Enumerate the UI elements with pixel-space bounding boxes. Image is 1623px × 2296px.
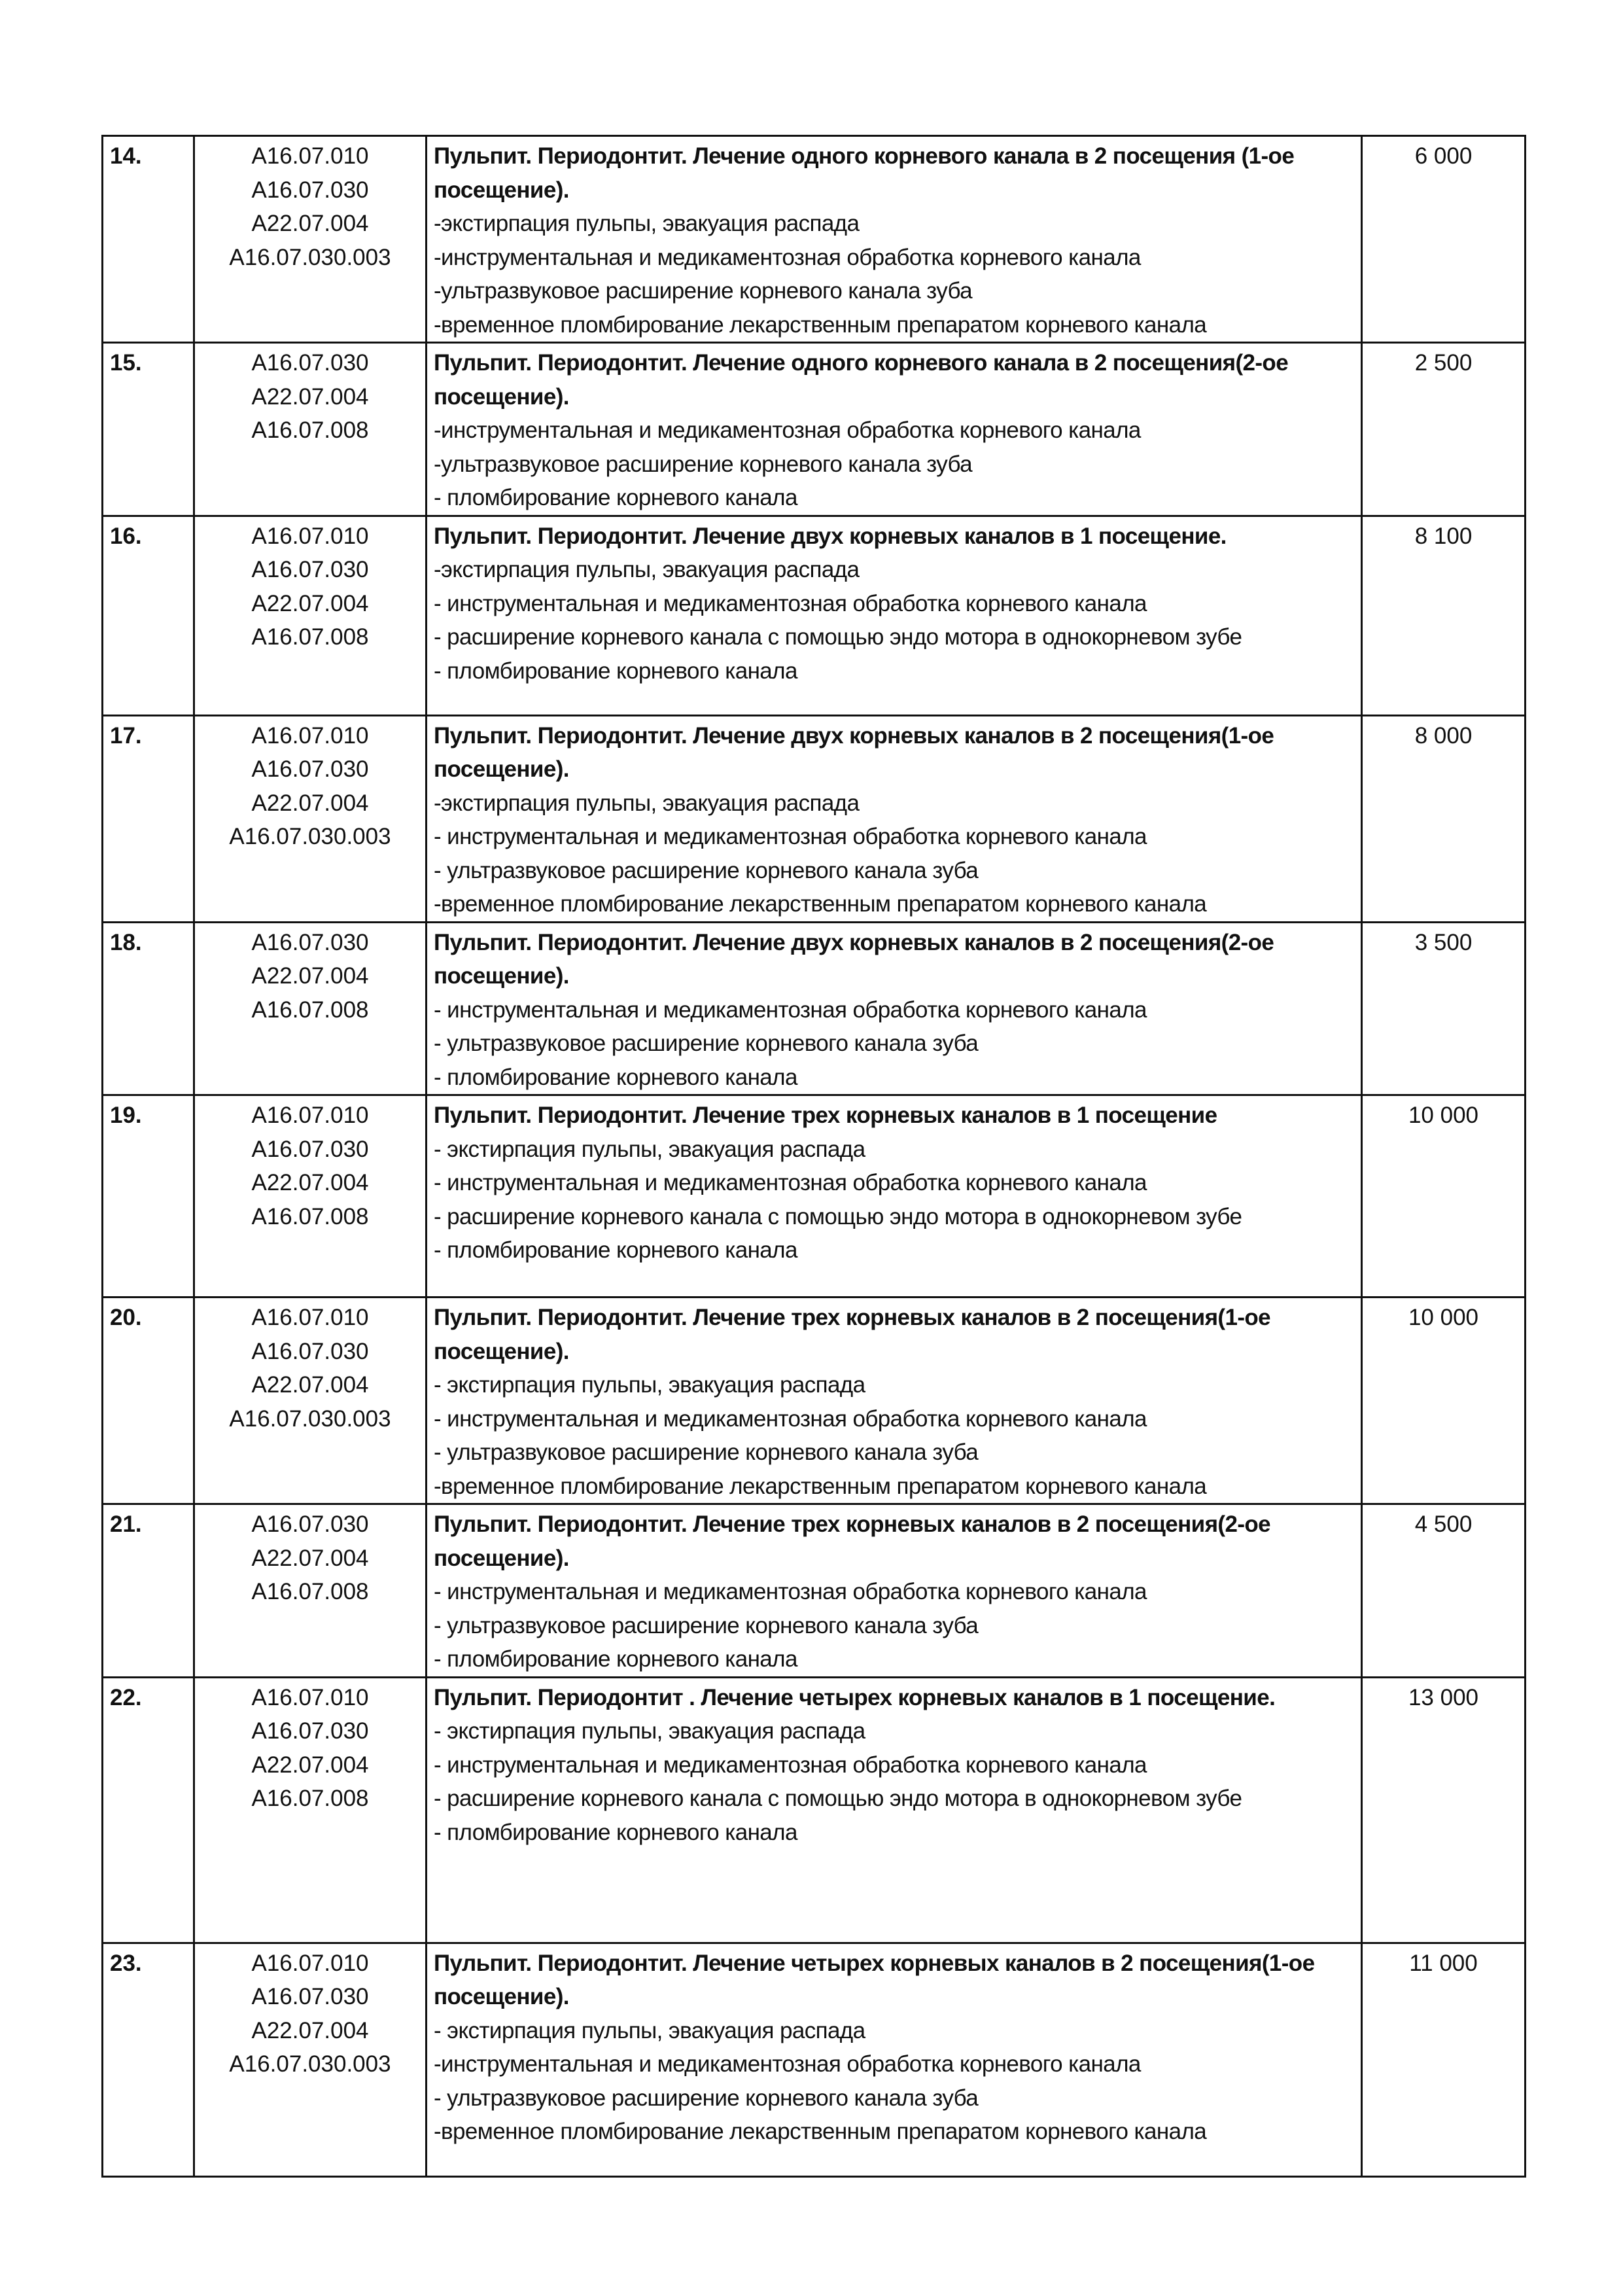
service-code: A16.07.010	[251, 523, 369, 549]
service-codes	[194, 1095, 427, 1298]
service-codes	[194, 715, 427, 922]
service-description	[427, 1943, 1362, 2176]
service-code: A16.07.008	[251, 1579, 369, 1604]
procedure-item: - ультразвуковое расширение корневого канала зуба	[434, 1439, 979, 1465]
procedure-item: - инструментальная и медикаментозная обработка корневого канала	[434, 824, 1147, 849]
table-row	[103, 136, 1526, 343]
table-row	[103, 1677, 1526, 1943]
procedure-item: - пломбирование корневого канала	[434, 1819, 797, 1845]
procedure-item: -инструментальная и медикаментозная обработка корневого канала	[434, 244, 1141, 270]
service-code: A22.07.004	[251, 1545, 369, 1571]
procedure-item: - ультразвуковое расширение корневого канала зуба	[434, 1031, 979, 1056]
table-row	[103, 1504, 1526, 1678]
service-description	[427, 1298, 1362, 1504]
service-code: A22.07.004	[251, 1170, 369, 1195]
service-code: A16.07.030.003	[229, 2051, 391, 2077]
service-code: A16.07.030	[251, 756, 369, 782]
service-title: Пульпит. Периодонтит. Лечение двух корневых каналов в 2 посещения(2-ое посещение).	[434, 929, 1274, 989]
service-codes	[194, 1298, 427, 1504]
service-price: 10 000	[1362, 1095, 1526, 1298]
procedure-item: - инструментальная и медикаментозная обработка корневого канала	[434, 1170, 1147, 1195]
service-codes	[194, 136, 427, 343]
service-code: A16.07.010	[251, 722, 369, 749]
service-code: A16.07.030	[251, 929, 369, 955]
service-code: A16.07.030	[251, 1984, 369, 2009]
procedure-item: -экстирпация пульпы, эвакуация распада	[434, 557, 860, 582]
procedure-item: - ультразвуковое расширение корневого канала зуба	[434, 1612, 979, 1638]
service-code: A22.07.004	[251, 383, 369, 410]
service-code: A16.07.008	[251, 997, 369, 1023]
procedure-item: - пломбирование корневого канала	[434, 1064, 797, 1090]
service-code: A16.07.010	[251, 1950, 369, 1976]
row-number: 18.	[103, 922, 194, 1095]
procedure-item: - экстирпация пульпы, эвакуация распада	[434, 2017, 865, 2043]
service-code: A22.07.004	[251, 211, 369, 236]
row-number: 22.	[103, 1677, 194, 1943]
row-number: 16.	[103, 516, 194, 715]
service-description	[427, 1677, 1362, 1943]
price-list-body	[103, 136, 1526, 2177]
procedure-item: - пломбирование корневого канала	[434, 658, 797, 684]
service-code: A16.07.008	[251, 624, 369, 650]
row-number: 14.	[103, 136, 194, 343]
service-codes	[194, 516, 427, 715]
procedure-item: - пломбирование корневого канала	[434, 1237, 797, 1263]
service-code: A16.07.030	[251, 1718, 369, 1744]
procedure-item: -временное пломбирование лекарственным препаратом корневого канала	[434, 2119, 1207, 2144]
service-code: A22.07.004	[251, 590, 369, 616]
service-codes	[194, 1943, 427, 2176]
service-code: A16.07.010	[251, 143, 369, 169]
service-title: Пульпит. Периодонтит . Лечение четырех корневых каналов в 1 посещение.	[434, 1684, 1276, 1710]
procedure-item: - инструментальная и медикаментозная обработка корневого канала	[434, 1752, 1147, 1778]
procedure-item: -инструментальная и медикаментозная обработка корневого канала	[434, 417, 1141, 443]
service-code: A16.07.030	[251, 1511, 369, 1537]
service-codes	[194, 1677, 427, 1943]
procedure-item: - экстирпация пульпы, эвакуация распада	[434, 1718, 865, 1744]
row-number: 15.	[103, 343, 194, 516]
service-code: A16.07.008	[251, 1203, 369, 1229]
service-code: A16.07.030	[251, 177, 369, 203]
service-price: 3 500	[1362, 922, 1526, 1095]
service-code: A16.07.030.003	[229, 1405, 391, 1432]
service-title: Пульпит. Периодонтит. Лечение одного корневого канала в 2 посещения (1-ое посещение).	[434, 143, 1295, 203]
service-code: A16.07.030	[251, 350, 369, 376]
service-description	[427, 922, 1362, 1095]
service-price: 13 000	[1362, 1677, 1526, 1943]
service-price: 10 000	[1362, 1298, 1526, 1504]
table-row	[103, 516, 1526, 715]
table-row	[103, 343, 1526, 516]
row-number: 21.	[103, 1504, 194, 1678]
procedure-item: -ультразвуковое расширение корневого канала зуба	[434, 451, 973, 477]
service-code: A22.07.004	[251, 1752, 369, 1778]
service-title: Пульпит. Периодонтит. Лечение трех корневых каналов в 2 посещения(1-ое посещение).	[434, 1305, 1271, 1364]
service-description	[427, 136, 1362, 343]
service-code: A16.07.008	[251, 1786, 369, 1811]
procedure-item: - расширение корневого канала с помощью эндо мотора в однокорневом зубе	[434, 1786, 1242, 1811]
service-code: A16.07.010	[251, 1684, 369, 1710]
service-description	[427, 1095, 1362, 1298]
procedure-item: - ультразвуковое расширение корневого канала зуба	[434, 857, 979, 883]
procedure-item: -инструментальная и медикаментозная обработка корневого канала	[434, 2051, 1141, 2077]
service-description	[427, 1504, 1362, 1678]
service-description	[427, 343, 1362, 516]
service-price: 8 000	[1362, 715, 1526, 922]
service-title: Пульпит. Периодонтит. Лечение одного корневого канала в 2 посещения(2-ое посещение).	[434, 350, 1289, 410]
service-code: A22.07.004	[251, 963, 369, 989]
row-number: 23.	[103, 1943, 194, 2176]
procedure-item: - расширение корневого канала с помощью эндо мотора в однокорневом зубе	[434, 624, 1242, 650]
table-row	[103, 1095, 1526, 1298]
service-codes	[194, 1504, 427, 1678]
procedure-item: - расширение корневого канала с помощью эндо мотора в однокорневом зубе	[434, 1203, 1242, 1229]
service-codes	[194, 922, 427, 1095]
table-row	[103, 922, 1526, 1095]
service-title: Пульпит. Периодонтит. Лечение двух корневых каналов в 1 посещение.	[434, 523, 1227, 549]
procedure-item: -временное пломбирование лекарственным препаратом корневого канала	[434, 311, 1207, 338]
price-list-table	[101, 135, 1526, 2178]
row-number: 19.	[103, 1095, 194, 1298]
service-code: A16.07.030	[251, 1136, 369, 1162]
procedure-item: - инструментальная и медикаментозная обработка корневого канала	[434, 997, 1147, 1023]
service-price: 6 000	[1362, 136, 1526, 343]
service-code: A22.07.004	[251, 790, 369, 816]
procedure-item: - инструментальная и медикаментозная обработка корневого канала	[434, 590, 1147, 616]
procedure-item: -экстирпация пульпы, эвакуация распада	[434, 211, 860, 236]
service-title: Пульпит. Периодонтит. Лечение двух корневых каналов в 2 посещения(1-ое посещение).	[434, 722, 1274, 782]
service-code: A16.07.030	[251, 1338, 369, 1364]
service-code: A16.07.010	[251, 1305, 369, 1330]
service-code: A22.07.004	[251, 2017, 369, 2043]
service-description	[427, 715, 1362, 922]
table-row	[103, 1298, 1526, 1504]
procedure-item: - экстирпация пульпы, эвакуация распада	[434, 1372, 865, 1398]
procedure-item: -временное пломбирование лекарственным препаратом корневого канала	[434, 1473, 1207, 1499]
service-price: 4 500	[1362, 1504, 1526, 1678]
procedure-item: - пломбирование корневого канала	[434, 485, 797, 510]
table-row	[103, 1943, 1526, 2176]
service-code: A22.07.004	[251, 1372, 369, 1398]
procedure-item: - ультразвуковое расширение корневого канала зуба	[434, 2085, 979, 2111]
table-row	[103, 715, 1526, 922]
procedure-item: - экстирпация пульпы, эвакуация распада	[434, 1136, 865, 1162]
service-title: Пульпит. Периодонтит. Лечение трех корневых каналов в 2 посещения(2-ое посещение).	[434, 1511, 1271, 1571]
service-title: Пульпит. Периодонтит. Лечение трех корневых каналов в 1 посещение	[434, 1103, 1217, 1128]
service-code: A16.07.030.003	[229, 244, 391, 270]
procedure-item: - пломбирование корневого канала	[434, 1646, 797, 1672]
procedure-item: -экстирпация пульпы, эвакуация распада	[434, 790, 860, 816]
service-description	[427, 516, 1362, 715]
row-number: 17.	[103, 715, 194, 922]
procedure-item: - инструментальная и медикаментозная обработка корневого канала	[434, 1405, 1147, 1432]
service-code: A16.07.010	[251, 1103, 369, 1128]
service-code: A16.07.008	[251, 417, 369, 443]
service-title: Пульпит. Периодонтит. Лечение четырех корневых каналов в 2 посещения(1-ое посещение).	[434, 1950, 1315, 2009]
procedure-item: -ультразвуковое расширение корневого канала зуба	[434, 278, 973, 304]
service-code: A16.07.030	[251, 557, 369, 582]
service-price: 2 500	[1362, 343, 1526, 516]
service-codes	[194, 343, 427, 516]
procedure-item: -временное пломбирование лекарственным препаратом корневого канала	[434, 891, 1207, 917]
procedure-item: - инструментальная и медикаментозная обработка корневого канала	[434, 1579, 1147, 1604]
service-price: 8 100	[1362, 516, 1526, 715]
service-code: A16.07.030.003	[229, 824, 391, 849]
service-price: 11 000	[1362, 1943, 1526, 2176]
row-number: 20.	[103, 1298, 194, 1504]
